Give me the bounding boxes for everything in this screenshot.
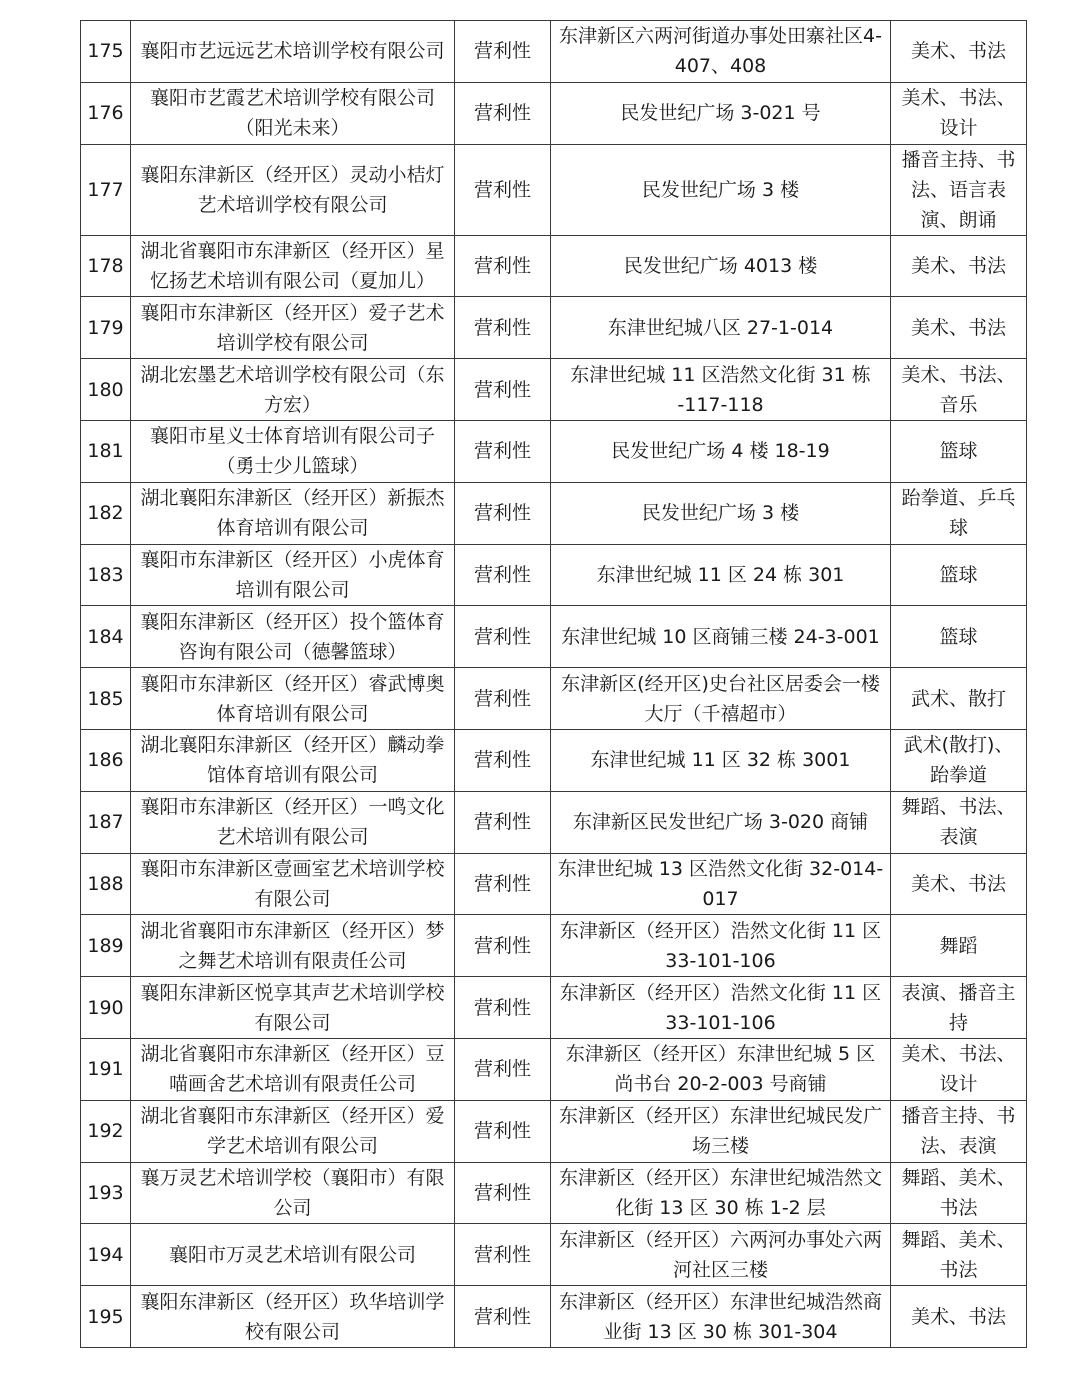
- table-row: [81, 915, 1027, 977]
- institution-type-cell: 营利性: [455, 144, 551, 235]
- row-number-cell: 191: [81, 1038, 131, 1100]
- subjects-cell: 美术、书法、设计: [891, 82, 1027, 144]
- institution-name-cell: 襄阳市星义士体育培训有限公司子（勇士少儿篮球）: [131, 420, 455, 482]
- address-cell: 东津世纪城 11 区浩然文化街 31 栋 -117-118: [551, 359, 891, 421]
- institution-type-cell: 营利性: [455, 235, 551, 297]
- table-row: [81, 544, 1027, 606]
- table-row: [81, 668, 1027, 730]
- institution-name-cell: 襄阳东津新区（经开区）玖华培训学校有限公司: [131, 1286, 455, 1348]
- table-row: [81, 606, 1027, 668]
- address-cell: 东津新区(经开区)史台社区居委会一楼大厅（千禧超市）: [551, 668, 891, 730]
- institution-type-cell: 营利性: [455, 1038, 551, 1100]
- row-number-cell: 182: [81, 482, 131, 544]
- institution-name-cell: 襄阳市艺远远艺术培训学校有限公司: [131, 21, 455, 83]
- table-row: [81, 482, 1027, 544]
- institution-type-cell: 营利性: [455, 420, 551, 482]
- table-row: [81, 420, 1027, 482]
- subjects-cell: 美术、书法: [891, 21, 1027, 83]
- institution-name-cell: 襄万灵艺术培训学校（襄阳市）有限公司: [131, 1162, 455, 1224]
- row-number-cell: 181: [81, 420, 131, 482]
- institution-type-cell: 营利性: [455, 1162, 551, 1224]
- table-row: [81, 297, 1027, 359]
- institution-name-cell: 湖北省襄阳市东津新区（经开区）梦之舞艺术培训有限责任公司: [131, 915, 455, 977]
- subjects-cell: 美术、书法: [891, 853, 1027, 915]
- table-row: [81, 21, 1027, 83]
- subjects-cell: 舞蹈、美术、书法: [891, 1162, 1027, 1224]
- subjects-cell: 舞蹈、美术、书法: [891, 1224, 1027, 1286]
- address-cell: 东津新区（经开区）东津世纪城浩然商业街 13 区 30 栋 301-304: [551, 1286, 891, 1348]
- row-number-cell: 188: [81, 853, 131, 915]
- institution-name-cell: 襄阳市东津新区（经开区）睿武博奥体育培训有限公司: [131, 668, 455, 730]
- address-cell: 东津世纪城八区 27-1-014: [551, 297, 891, 359]
- institution-name-cell: 襄阳东津新区悦享其声艺术培训学校有限公司: [131, 977, 455, 1039]
- table-row: [81, 1162, 1027, 1224]
- row-number-cell: 184: [81, 606, 131, 668]
- address-cell: 东津新区（经开区）浩然文化街 11 区 33-101-106: [551, 915, 891, 977]
- row-number-cell: 177: [81, 144, 131, 235]
- institution-type-cell: 营利性: [455, 482, 551, 544]
- institution-name-cell: 襄阳市东津新区（经开区）爱子艺术培训学校有限公司: [131, 297, 455, 359]
- institution-type-cell: 营利性: [455, 668, 551, 730]
- institution-type-cell: 营利性: [455, 606, 551, 668]
- institution-name-cell: 湖北省襄阳市东津新区（经开区）爱学艺术培训有限公司: [131, 1100, 455, 1162]
- address-cell: 民发世纪广场 4 楼 18-19: [551, 420, 891, 482]
- row-number-cell: 193: [81, 1162, 131, 1224]
- institution-type-cell: 营利性: [455, 1100, 551, 1162]
- institution-name-cell: 襄阳市艺霞艺术培训学校有限公司（阳光未来）: [131, 82, 455, 144]
- subjects-cell: 美术、书法: [891, 1286, 1027, 1348]
- table-row: [81, 729, 1027, 791]
- subjects-cell: 篮球: [891, 606, 1027, 668]
- subjects-cell: 美术、书法: [891, 297, 1027, 359]
- institution-type-cell: 营利性: [455, 977, 551, 1039]
- table-row: [81, 359, 1027, 421]
- subjects-cell: 美术、书法、音乐: [891, 359, 1027, 421]
- row-number-cell: 195: [81, 1286, 131, 1348]
- address-cell: 民发世纪广场 3-021 号: [551, 82, 891, 144]
- institution-type-cell: 营利性: [455, 359, 551, 421]
- table-row: [81, 1224, 1027, 1286]
- subjects-cell: 舞蹈、书法、表演: [891, 791, 1027, 853]
- address-cell: 东津新区（经开区）东津世纪城 5 区尚书台 20-2-003 号商铺: [551, 1038, 891, 1100]
- table-row: [81, 144, 1027, 235]
- institution-type-cell: 营利性: [455, 1286, 551, 1348]
- row-number-cell: 187: [81, 791, 131, 853]
- institution-name-cell: 襄阳市东津新区（经开区）小虎体育培训有限公司: [131, 544, 455, 606]
- institution-table: [80, 20, 1027, 1348]
- row-number-cell: 179: [81, 297, 131, 359]
- institution-type-cell: 营利性: [455, 853, 551, 915]
- institution-type-cell: 营利性: [455, 729, 551, 791]
- address-cell: 东津世纪城 13 区浩然文化街 32-014-017: [551, 853, 891, 915]
- table-row: [81, 1286, 1027, 1348]
- institution-name-cell: 湖北襄阳东津新区（经开区）麟动拳馆体育培训有限公司: [131, 729, 455, 791]
- address-cell: 民发世纪广场 3 楼: [551, 482, 891, 544]
- row-number-cell: 190: [81, 977, 131, 1039]
- institution-name-cell: 襄阳东津新区（经开区）灵动小桔灯艺术培训学校有限公司: [131, 144, 455, 235]
- table-row: [81, 791, 1027, 853]
- institution-name-cell: 湖北襄阳东津新区（经开区）新振杰体育培训有限公司: [131, 482, 455, 544]
- address-cell: 东津世纪城 11 区 24 栋 301: [551, 544, 891, 606]
- institution-table-body: [81, 21, 1027, 1348]
- subjects-cell: 武术、散打: [891, 668, 1027, 730]
- row-number-cell: 189: [81, 915, 131, 977]
- institution-type-cell: 营利性: [455, 1224, 551, 1286]
- subjects-cell: 篮球: [891, 544, 1027, 606]
- address-cell: 东津新区（经开区）六两河办事处六两河社区三楼: [551, 1224, 891, 1286]
- institution-name-cell: 襄阳市东津新区壹画室艺术培训学校有限公司: [131, 853, 455, 915]
- row-number-cell: 180: [81, 359, 131, 421]
- subjects-cell: 篮球: [891, 420, 1027, 482]
- subjects-cell: 舞蹈: [891, 915, 1027, 977]
- table-row: [81, 1038, 1027, 1100]
- institution-type-cell: 营利性: [455, 21, 551, 83]
- row-number-cell: 185: [81, 668, 131, 730]
- address-cell: 东津新区民发世纪广场 3-020 商铺: [551, 791, 891, 853]
- address-cell: 东津新区六两河街道办事处田寨社区4-407、408: [551, 21, 891, 83]
- row-number-cell: 192: [81, 1100, 131, 1162]
- address-cell: 东津世纪城 11 区 32 栋 3001: [551, 729, 891, 791]
- address-cell: 东津新区（经开区）浩然文化街 11 区 33-101-106: [551, 977, 891, 1039]
- subjects-cell: 美术、书法: [891, 235, 1027, 297]
- subjects-cell: 表演、播音主持: [891, 977, 1027, 1039]
- institution-name-cell: 湖北省襄阳市东津新区（经开区）星忆扬艺术培训有限公司（夏加儿）: [131, 235, 455, 297]
- row-number-cell: 183: [81, 544, 131, 606]
- row-number-cell: 194: [81, 1224, 131, 1286]
- institution-type-cell: 营利性: [455, 297, 551, 359]
- institution-type-cell: 营利性: [455, 915, 551, 977]
- row-number-cell: 178: [81, 235, 131, 297]
- table-row: [81, 82, 1027, 144]
- address-cell: 东津新区（经开区）东津世纪城浩然文化街 13 区 30 栋 1-2 层: [551, 1162, 891, 1224]
- table-row: [81, 977, 1027, 1039]
- table-row: [81, 1100, 1027, 1162]
- table-row: [81, 235, 1027, 297]
- institution-type-cell: 营利性: [455, 791, 551, 853]
- subjects-cell: 播音主持、书法、语言表演、朗诵: [891, 144, 1027, 235]
- row-number-cell: 186: [81, 729, 131, 791]
- institution-type-cell: 营利性: [455, 82, 551, 144]
- institution-type-cell: 营利性: [455, 544, 551, 606]
- address-cell: 东津新区（经开区）东津世纪城民发广场三楼: [551, 1100, 891, 1162]
- address-cell: 民发世纪广场 4013 楼: [551, 235, 891, 297]
- institution-name-cell: 襄阳东津新区（经开区）投个篮体育咨询有限公司（德馨篮球）: [131, 606, 455, 668]
- subjects-cell: 美术、书法、设计: [891, 1038, 1027, 1100]
- table-row: [81, 853, 1027, 915]
- institution-name-cell: 湖北省襄阳市东津新区（经开区）豆喵画舍艺术培训有限责任公司: [131, 1038, 455, 1100]
- institution-name-cell: 襄阳市万灵艺术培训有限公司: [131, 1224, 455, 1286]
- address-cell: 民发世纪广场 3 楼: [551, 144, 891, 235]
- subjects-cell: 武术(散打)、跆拳道: [891, 729, 1027, 791]
- row-number-cell: 175: [81, 21, 131, 83]
- institution-name-cell: 湖北宏墨艺术培训学校有限公司（东方宏）: [131, 359, 455, 421]
- institution-name-cell: 襄阳市东津新区（经开区）一鸣文化艺术培训有限公司: [131, 791, 455, 853]
- subjects-cell: 跆拳道、乒乓球: [891, 482, 1027, 544]
- address-cell: 东津世纪城 10 区商铺三楼 24-3-001: [551, 606, 891, 668]
- subjects-cell: 播音主持、书法、表演: [891, 1100, 1027, 1162]
- row-number-cell: 176: [81, 82, 131, 144]
